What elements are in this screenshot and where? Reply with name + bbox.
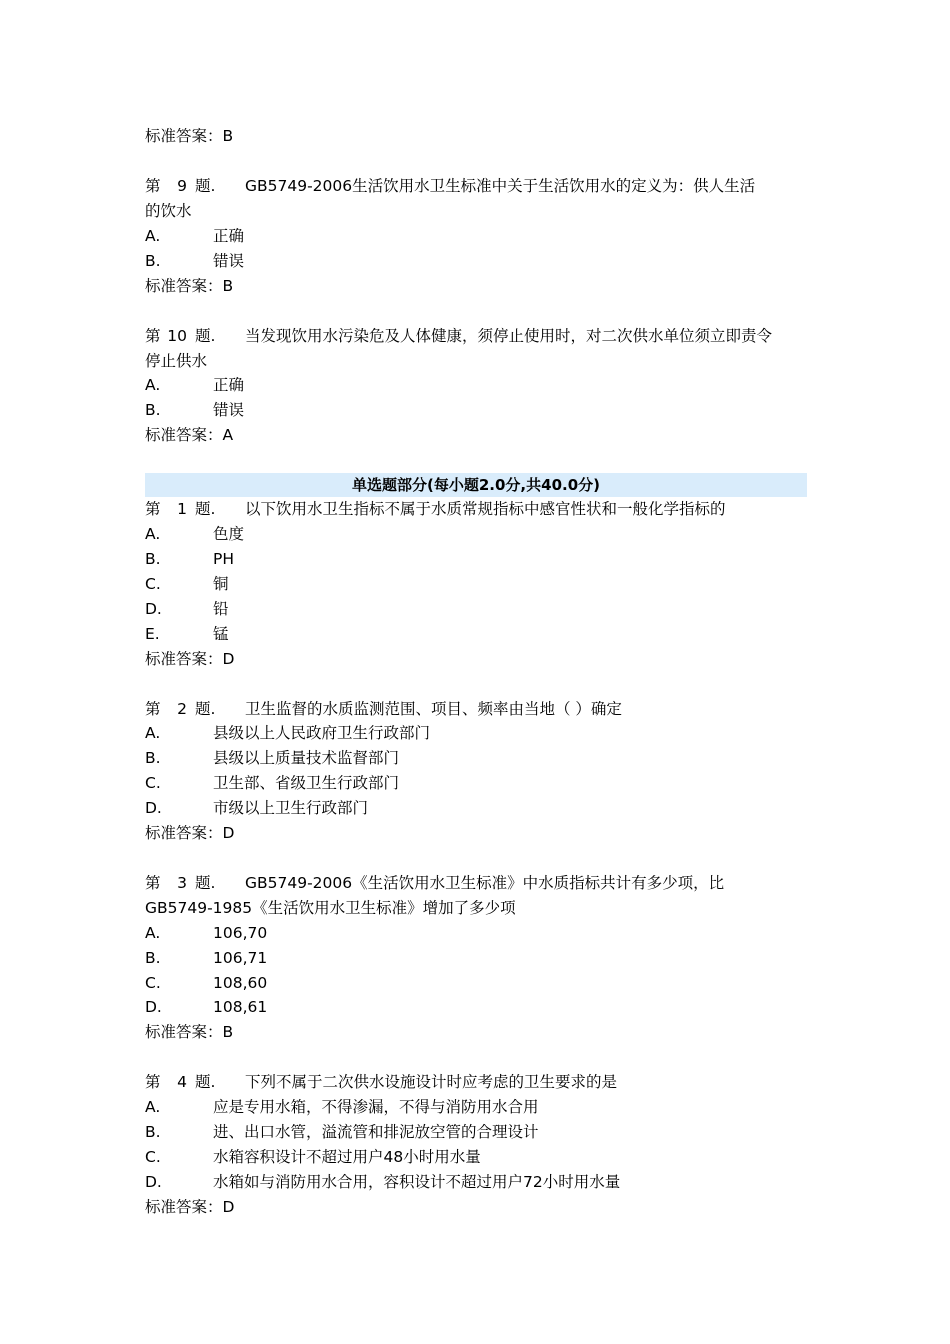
question-2-line1 xyxy=(145,698,807,720)
option-text: 108,60 xyxy=(213,974,268,992)
question-10-line2: 停止供水 xyxy=(145,352,208,370)
section-banner: 单选题部分(每小题2.0分,共40.0分) xyxy=(145,473,807,497)
question-number: 9 xyxy=(177,177,187,195)
question-suffix: 题. xyxy=(195,327,216,345)
option-text: 县级以上质量技术监督部门 xyxy=(213,749,400,767)
option-text: 水箱容积设计不超过用户48小时用水量 xyxy=(213,1148,481,1166)
option-d xyxy=(145,797,368,819)
option-b xyxy=(145,399,244,421)
option-letter: A. xyxy=(145,924,161,942)
question-prefix: 第 xyxy=(145,500,161,518)
question-prefix: 第 xyxy=(145,1073,161,1091)
option-b xyxy=(145,548,234,570)
option-text: 铜 xyxy=(213,575,229,593)
option-c xyxy=(145,772,399,794)
answer-label: 标准答案： xyxy=(145,1023,223,1041)
option-b xyxy=(145,250,244,272)
option-a xyxy=(145,374,244,396)
question-prefix: 第 xyxy=(145,327,161,345)
option-letter: D. xyxy=(145,1173,162,1191)
option-text: 应是专用水箱，不得渗漏，不得与消防用水合用 xyxy=(213,1098,539,1116)
option-letter: C. xyxy=(145,974,161,992)
answer-label: 标准答案： xyxy=(145,127,223,145)
question-9-line1 xyxy=(145,175,807,197)
option-c xyxy=(145,1146,481,1168)
option-letter: E. xyxy=(145,625,160,643)
option-text: 锰 xyxy=(213,625,229,643)
question-number: 3 xyxy=(177,874,187,892)
option-text: 色度 xyxy=(213,525,245,543)
option-letter: B. xyxy=(145,749,161,767)
question-prefix: 第 xyxy=(145,874,161,892)
option-letter: B. xyxy=(145,1123,161,1141)
question-4-line1 xyxy=(145,1071,807,1093)
option-letter: A. xyxy=(145,227,161,245)
option-b xyxy=(145,747,399,769)
answer-line xyxy=(145,125,233,147)
answer-label: 标准答案： xyxy=(145,426,223,444)
answer-label: 标准答案： xyxy=(145,277,223,295)
question-suffix: 题. xyxy=(195,874,216,892)
option-d xyxy=(145,598,229,620)
option-letter: C. xyxy=(145,774,161,792)
option-letter: A. xyxy=(145,724,161,742)
option-text: 县级以上人民政府卫生行政部门 xyxy=(213,724,431,742)
option-letter: B. xyxy=(145,252,161,270)
question-number: 2 xyxy=(177,700,187,718)
answer-value: B xyxy=(222,1023,234,1041)
answer-value: D xyxy=(222,650,235,668)
option-a xyxy=(145,523,244,545)
question-number: 1 xyxy=(177,500,187,518)
option-e xyxy=(145,623,229,645)
question-suffix: 题. xyxy=(195,700,216,718)
answer-value: B xyxy=(222,127,234,145)
option-text: 卫生部、省级卫生行政部门 xyxy=(213,774,400,792)
answer-line xyxy=(145,424,233,446)
option-text: 正确 xyxy=(213,376,245,394)
option-text: 水箱如与消防用水合用，容积设计不超过用户72小时用水量 xyxy=(213,1173,621,1191)
option-letter: C. xyxy=(145,575,161,593)
question-prefix: 第 xyxy=(145,177,161,195)
option-a xyxy=(145,1096,539,1118)
option-text: 错误 xyxy=(213,252,245,270)
option-letter: B. xyxy=(145,949,161,967)
option-text: 进、出口水管，溢流管和排泥放空管的合理设计 xyxy=(213,1123,539,1141)
question-3-line1 xyxy=(145,872,807,894)
question-text: 以下饮用水卫生指标不属于水质常规指标中感官性状和一般化学指标的 xyxy=(245,500,726,518)
answer-value: B xyxy=(222,277,234,295)
question-text: 下列不属于二次供水设施设计时应考虑的卫生要求的是 xyxy=(245,1073,618,1091)
option-text: 市级以上卫生行政部门 xyxy=(213,799,369,817)
question-suffix: 题. xyxy=(195,1073,216,1091)
question-text: 卫生监督的水质监测范围、项目、频率由当地（ ）确定 xyxy=(245,700,622,718)
question-suffix: 题. xyxy=(195,500,216,518)
answer-line xyxy=(145,822,234,844)
option-d xyxy=(145,1171,620,1193)
option-text: 106,71 xyxy=(213,949,268,967)
answer-label: 标准答案： xyxy=(145,824,223,842)
answer-label: 标准答案： xyxy=(145,1198,223,1216)
option-d xyxy=(145,996,267,1018)
option-letter: D. xyxy=(145,998,162,1016)
option-a xyxy=(145,922,267,944)
question-1-line1 xyxy=(145,498,807,520)
answer-line xyxy=(145,1021,233,1043)
question-suffix: 题. xyxy=(195,177,216,195)
option-text: 108,61 xyxy=(213,998,268,1016)
option-letter: D. xyxy=(145,600,162,618)
question-prefix: 第 xyxy=(145,700,161,718)
option-letter: A. xyxy=(145,1098,161,1116)
option-text: 正确 xyxy=(213,227,245,245)
option-text: 106,70 xyxy=(213,924,268,942)
question-3-line2: GB5749-1985《生活饮用水卫生标准》增加了多少项 xyxy=(145,899,516,917)
option-letter: B. xyxy=(145,550,161,568)
question-text: 当发现饮用水污染危及人体健康，须停止使用时，对二次供水单位须立即责令 xyxy=(245,327,773,345)
question-number: 10 xyxy=(167,327,187,345)
question-number: 4 xyxy=(177,1073,187,1091)
option-c xyxy=(145,972,267,994)
answer-line xyxy=(145,275,233,297)
option-text: PH xyxy=(213,550,235,568)
option-c xyxy=(145,573,229,595)
option-b xyxy=(145,1121,539,1143)
option-letter: B. xyxy=(145,401,161,419)
option-letter: C. xyxy=(145,1148,161,1166)
answer-line xyxy=(145,648,234,670)
answer-line xyxy=(145,1196,234,1218)
option-a xyxy=(145,225,244,247)
answer-label: 标准答案： xyxy=(145,650,223,668)
answer-value: A xyxy=(222,426,234,444)
question-9-line2: 的饮水 xyxy=(145,202,192,220)
question-text: GB5749-2006生活饮用水卫生标准中关于生活饮用水的定义为：供人生活 xyxy=(245,177,756,195)
question-10-line1 xyxy=(145,325,807,347)
question-text: GB5749-2006《生活饮用水卫生标准》中水质指标共计有多少项，比 xyxy=(245,874,725,892)
answer-value: D xyxy=(222,1198,235,1216)
option-letter: D. xyxy=(145,799,162,817)
option-letter: A. xyxy=(145,525,161,543)
option-text: 错误 xyxy=(213,401,245,419)
option-b xyxy=(145,947,267,969)
option-text: 铅 xyxy=(213,600,229,618)
option-a xyxy=(145,722,430,744)
option-letter: A. xyxy=(145,376,161,394)
answer-value: D xyxy=(222,824,235,842)
